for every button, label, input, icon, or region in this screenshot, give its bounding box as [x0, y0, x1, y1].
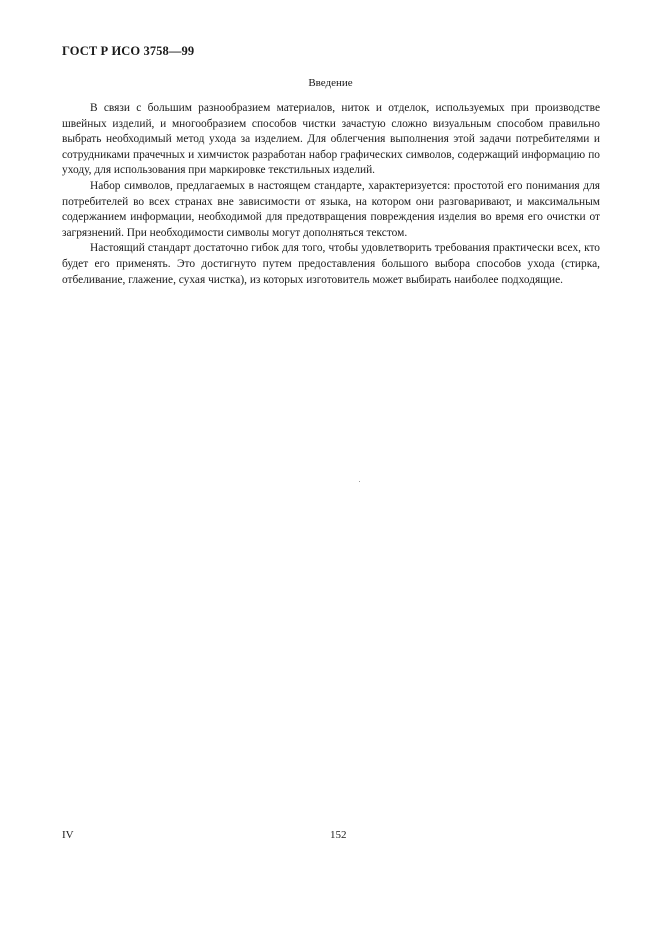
footer-page-number: 152	[330, 829, 347, 841]
paragraph-2: Набор символов, предлагаемых в настоящем стандарте, характеризуется: простотой его понимания для потребителей во всех странах вне зависимости от языка, на котором они разговаривают, и максимальным содержанием информации, необходимой для предотвращения повреждения изделия во время его очистки от загрязнений. При необходимости символы могут дополняться текстом.	[62, 179, 600, 239]
paragraph-1: В связи с большим разнообразием материалов, ниток и отделок, используемых при производстве швейных изделий, и многообразием способов чистки зачастую сложно визуальным способом правильно выбрать необходимый метод ухода за изделием. Для облегчения выполнения этой задачи потребителями и сотрудниками прачечных и химчисток разработан набор графических символов, содержащий информацию по уходу, для использования при маркировке текстильных изделий.	[62, 102, 600, 177]
document-header: ГОСТ Р ИСО 3758—99	[62, 44, 195, 58]
footer-roman-page: IV	[62, 829, 74, 841]
body-text	[62, 101, 600, 288]
scan-speck	[359, 481, 360, 482]
paragraph-3: Настоящий стандарт достаточно гибок для того, чтобы удовлетворить требования практически всех, кто будет его применять. Это достигнуто путем предоставления большого выбора способов ухода (стирка, отбеливание, глажение, сухая чистка), из которых изготовитель может выбирать наиболее подходящие.	[62, 242, 600, 286]
section-title: Введение	[308, 77, 353, 89]
